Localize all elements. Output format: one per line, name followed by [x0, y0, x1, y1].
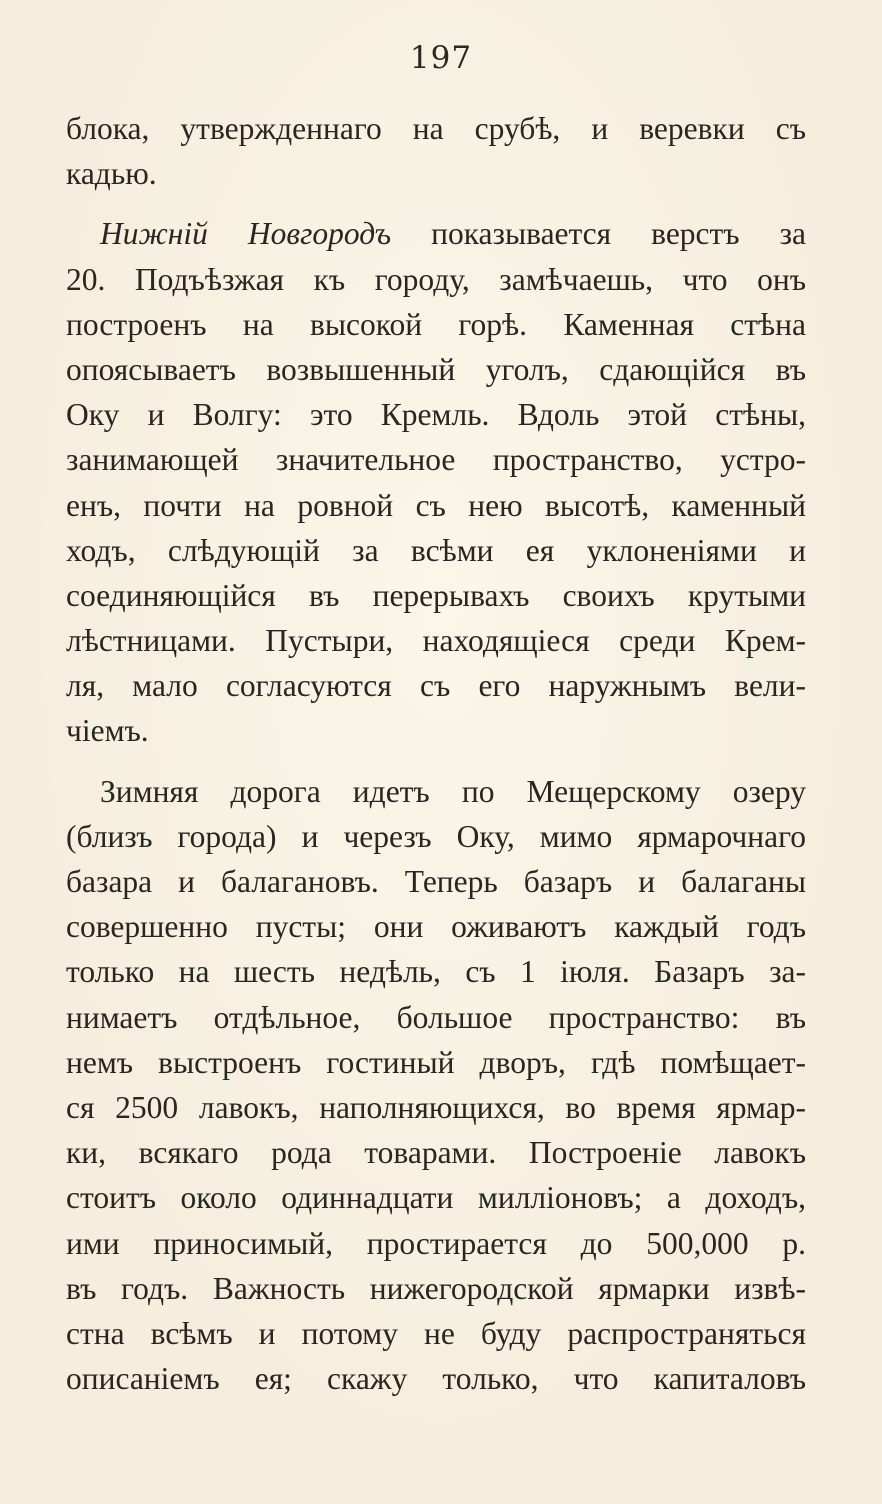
text-line: ими приносимый, простирается до 500,000 р.	[66, 1225, 806, 1261]
text-line: блока, утвержденнаго на срубѣ, и веревки съ	[66, 111, 806, 146]
text-line: лѣстницами. Пустыри, находящіеся среди Крем-	[66, 623, 806, 659]
text-line: соединяющійся въ перерывахъ своихъ крутыми	[66, 577, 806, 613]
text-line: (близъ города) и черезъ Оку, мимо ярмарочнаго	[66, 818, 806, 854]
text-line: стоитъ около одиннадцати милліоновъ; а доходъ,	[66, 1180, 806, 1216]
text-line: Оку и Волгу: это Кремль. Вдоль этой стѣны,	[66, 397, 806, 433]
italic-place-name: Нижній Новгородъ	[100, 216, 392, 252]
text-line: базара и балагановъ. Теперь базаръ и балаганы	[66, 864, 806, 899]
text-line: немъ выстроенъ гостиный дворъ, гдѣ помѣщает-	[66, 1044, 806, 1080]
text-line: опоясываетъ возвышенный уголъ, сдающійся въ	[66, 351, 806, 387]
text-line: Зимняя дорога идетъ по Мещерскому озеру	[100, 773, 806, 809]
text-line: стна всѣмъ и потому не буду распространяться	[66, 1315, 806, 1351]
paragraph-2	[66, 211, 806, 753]
text-line: занимающей значительное пространство, устро-	[66, 442, 806, 478]
paragraph-3	[66, 769, 806, 1402]
body-text	[66, 106, 806, 1401]
text-line: кадью.	[66, 156, 157, 192]
text-line: енъ, почти на ровной съ нею высотѣ, каменный	[66, 487, 806, 523]
paragraph-1	[66, 106, 806, 196]
text-line: нимаетъ отдѣльное, большое пространство: въ	[66, 999, 806, 1035]
text-line: только на шесть недѣль, съ 1 іюля. Базаръ за-	[66, 954, 806, 990]
text-line: чіемъ.	[66, 713, 149, 749]
text-line: ся 2500 лавокъ, наполняющихся, во время ярмар-	[66, 1089, 806, 1125]
text-line: описаніемъ ея; скажу только, что капиталовъ	[66, 1361, 806, 1397]
text-line-lead	[66, 211, 806, 256]
text-line: ки, всякаго рода товарами. Построеніе лавокъ	[66, 1135, 806, 1171]
text-line: ля, мало согласуются съ его наружнымъ вели-	[66, 668, 806, 704]
text-line: въ годъ. Важность нижегородской ярмарки извѣ-	[66, 1270, 806, 1306]
page-number: 197	[409, 40, 473, 76]
text-line: ходъ, слѣдующій за всѣми ея уклоненіями и	[66, 532, 806, 568]
text-line: 20. Подъѣзжая къ городу, замѣчаешь, что онъ	[66, 261, 806, 297]
text-line: совершенно пусты; они оживаютъ каждый годъ	[66, 909, 806, 945]
text-fragment: показывается верстъ за	[391, 216, 807, 252]
text-line: построенъ на высокой горѣ. Каменная стѣна	[66, 306, 806, 342]
